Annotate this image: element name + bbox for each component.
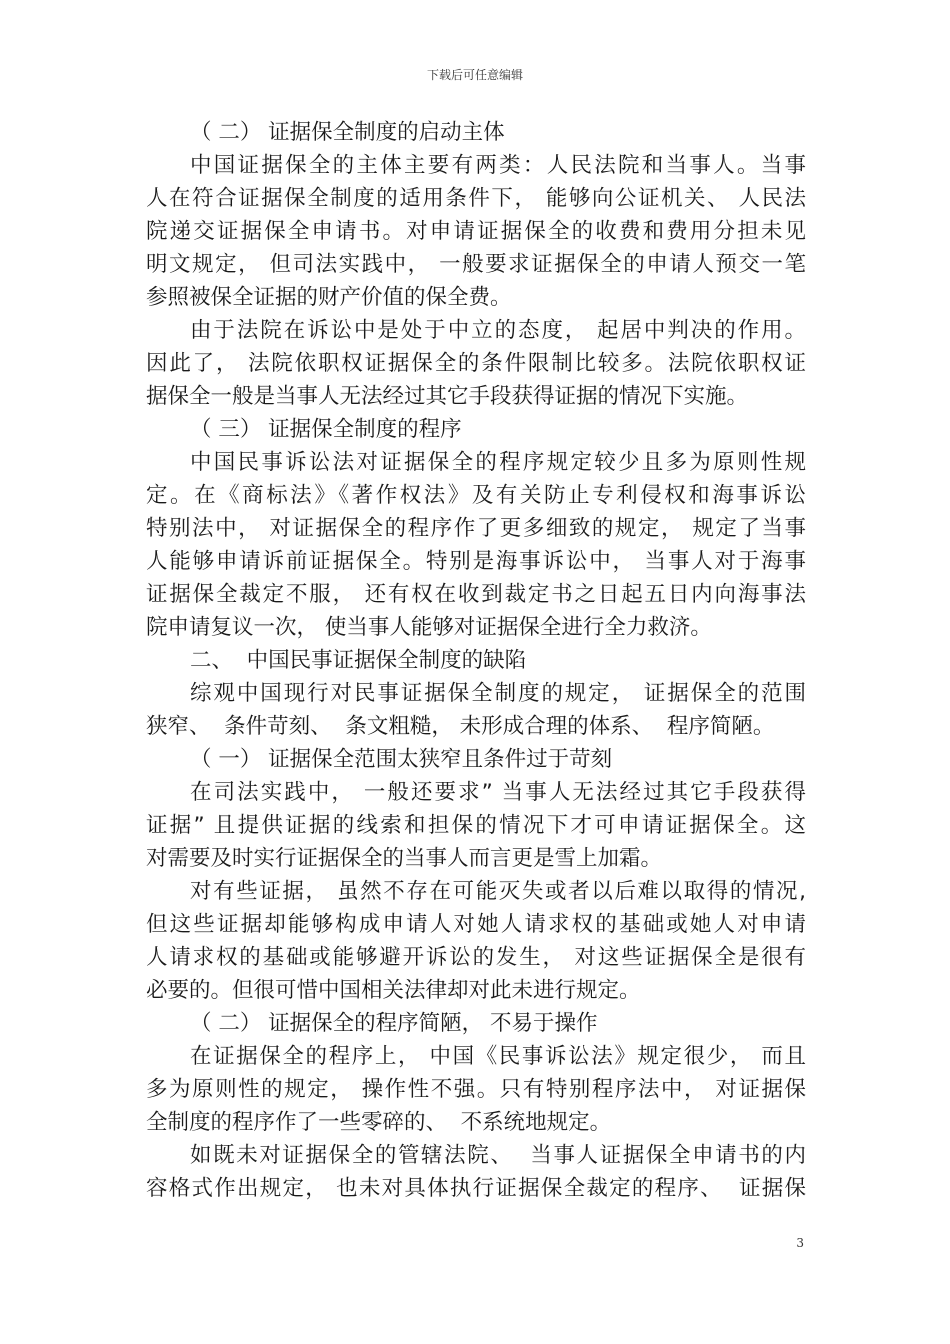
text-line: 定。在《商标法》《著作权法》及有关防止专利侵权和海事诉讼 bbox=[146, 483, 806, 508]
text-line: 对需要及时实行证据保全的当事人而言更是雪上加霜。 bbox=[146, 846, 663, 871]
text-line: 对有些证据， 虽然不存在可能灭失或者以后难以取得的情况, bbox=[190, 879, 806, 904]
text-line: （ 一） 证据保全范围太狭窄且条件过于苛刻 bbox=[190, 747, 613, 772]
text-line: 在证据保全的程序上， 中国《民事诉讼法》规定很少， 而且 bbox=[190, 1044, 806, 1069]
text-line: 证据保全裁定不服， 还有权在收到裁定书之日起五日内向海事法 bbox=[146, 582, 806, 607]
text-line: 狭窄、 条件苛刻、 条文粗糙， 未形成合理的体系、 程序简陋。 bbox=[146, 714, 775, 739]
text-line: 因此了， 法院依职权证据保全的条件限制比较多。法院依职权证 bbox=[146, 351, 806, 376]
text-line: 人能够申请诉前证据保全。特别是海事诉讼中， 当事人对于海事 bbox=[146, 549, 806, 574]
text-line: 综观中国现行对民事证据保全制度的规定， 证据保全的范围 bbox=[190, 681, 806, 706]
text-line: 必要的。但很可惜中国相关法律却对此未进行规定。 bbox=[146, 978, 641, 1003]
text-line: 容格式作出规定， 也未对具体执行证据保全裁定的程序、 证据保 bbox=[146, 1176, 806, 1201]
text-line: 由于法院在诉讼中是处于中立的态度， 起居中判决的作用。 bbox=[190, 318, 806, 343]
text-line: 据保全一般是当事人无法经过其它手段获得证据的情况下实施。 bbox=[146, 384, 749, 409]
text-line: 特别法中， 对证据保全的程序作了更多细致的规定， 规定了当事 bbox=[146, 516, 806, 541]
text-line: （ 二） 证据保全的程序简陋， 不易于操作 bbox=[190, 1011, 598, 1036]
text-line: 在司法实践中， 一般还要求” 当事人无法经过其它手段获得 bbox=[190, 780, 806, 805]
text-line: 证据” 且提供证据的线索和担保的情况下才可申请证据保全。这 bbox=[146, 813, 806, 838]
text-line: （ 三） 证据保全制度的程序 bbox=[190, 417, 462, 442]
text-line: 明文规定， 但司法实践中， 一般要求证据保全的申请人预交一笔 bbox=[146, 252, 806, 277]
text-line: 如既未对证据保全的管辖法院、 当事人证据保全申请书的内 bbox=[190, 1143, 806, 1168]
text-line: 人请求权的基础或能够避开诉讼的发生， 对这些证据保全是很有 bbox=[146, 945, 806, 970]
text-line: 参照被保全证据的财产价值的保全费。 bbox=[146, 285, 512, 310]
text-line: （ 二） 证据保全制度的启动主体 bbox=[190, 120, 505, 145]
text-line: 多为原则性的规定， 操作性不强。只有特别程序法中， 对证据保 bbox=[146, 1077, 806, 1102]
document-body bbox=[146, 116, 806, 1205]
page-number: 3 bbox=[796, 1236, 804, 1250]
page-header: 下载后可任意编辑 bbox=[426, 68, 523, 82]
text-line: 二、 中国民事证据保全制度的缺陷 bbox=[190, 648, 527, 673]
text-line: 院申请复议一次， 使当事人能够对证据保全进行全力救济。 bbox=[146, 615, 712, 640]
text-line: 人在符合证据保全制度的适用条件下， 能够向公证机关、 人民法 bbox=[146, 186, 806, 211]
text-line: 院递交证据保全申请书。对申请证据保全的收费和费用分担未见 bbox=[146, 219, 806, 244]
text-line: 全制度的程序作了一些零碎的、 不系统地规定。 bbox=[146, 1110, 612, 1135]
text-line: 但这些证据却能够构成申请人对她人请求权的基础或她人对申请 bbox=[146, 912, 806, 937]
text-line: 中国民事诉讼法对证据保全的程序规定较少且多为原则性规 bbox=[190, 450, 806, 475]
text-line: 中国证据保全的主体主要有两类：人民法院和当事人。当事 bbox=[190, 153, 806, 178]
